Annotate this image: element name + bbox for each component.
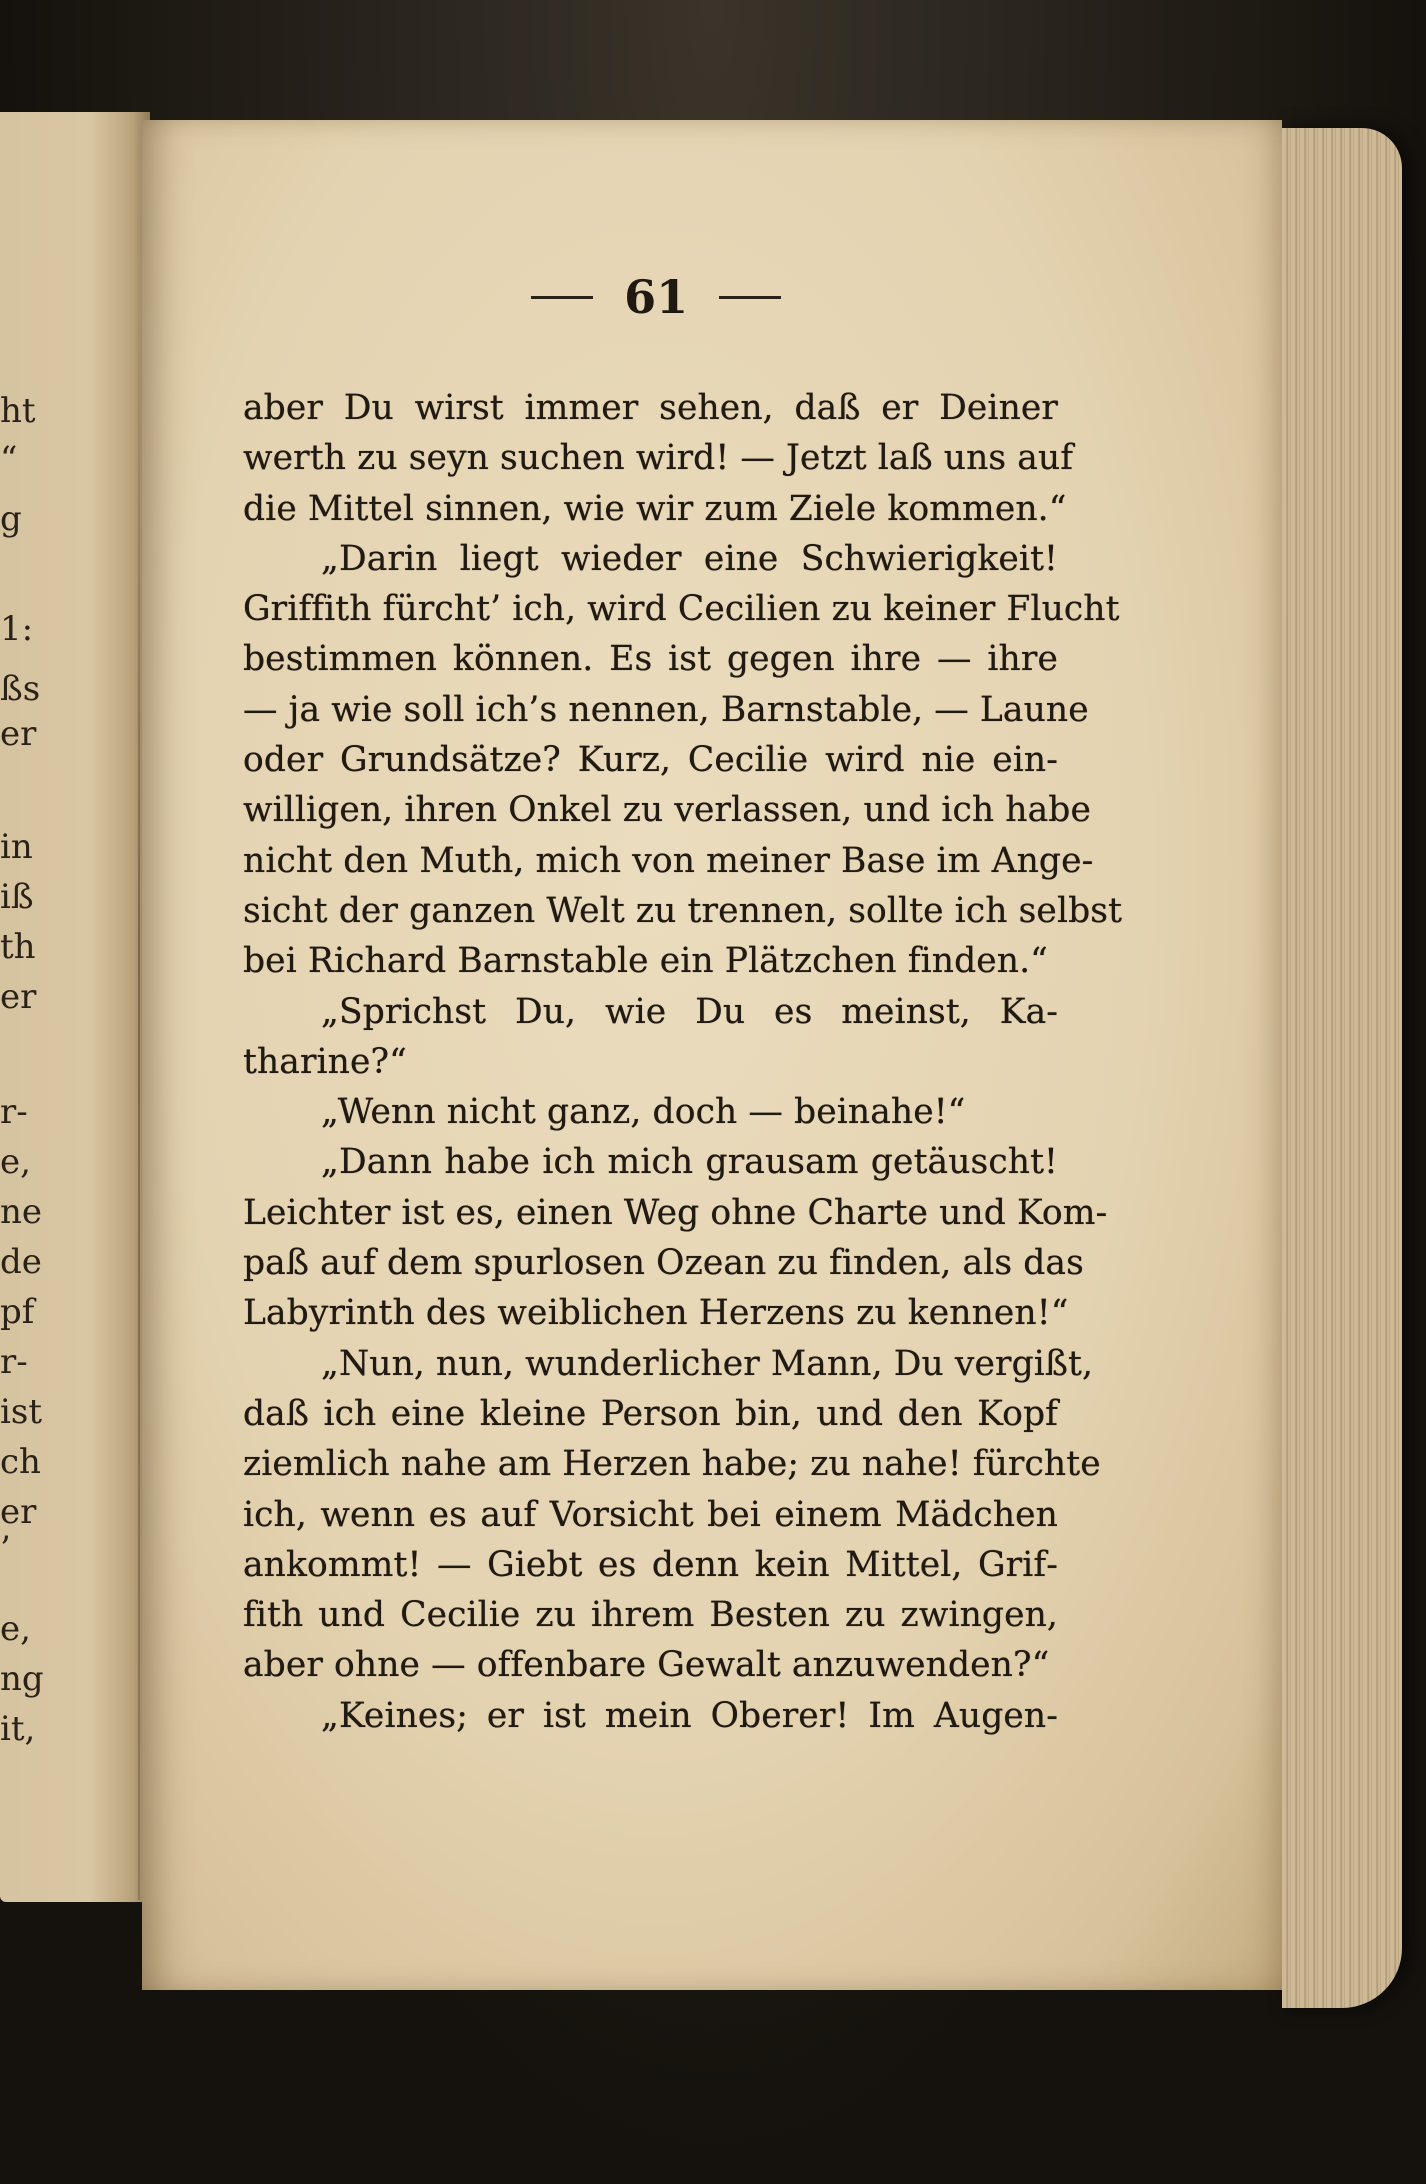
margin-fragment: ist	[0, 1392, 42, 1432]
margin-fragment: in	[0, 827, 33, 867]
margin-fragment: ht	[0, 391, 36, 431]
text-line: werth zu seyn suchen wird! — Jetzt laß uns auf	[243, 438, 1074, 479]
margin-fragment: th	[0, 927, 36, 967]
header-dash-left	[531, 296, 593, 299]
text-line: „Sprichst Du, wie Du es meinst, Ka‑	[321, 991, 1058, 1032]
text-line: nicht den Muth, mich von meiner Base im Ange‑	[243, 840, 1094, 881]
margin-fragment: iß	[0, 877, 34, 917]
margin-fragment: r‑	[0, 1342, 28, 1382]
margin-fragment: it,	[0, 1709, 36, 1749]
text-line: oder Grundsätze? Kurz, Cecilie wird nie ein‑	[243, 740, 1058, 781]
text-line: „Wenn nicht ganz, doch — beinahe!“	[321, 1092, 966, 1133]
margin-fragment: ßs	[0, 669, 41, 709]
margin-fragment: er	[0, 977, 37, 1017]
margin-fragment: 1:	[0, 609, 34, 649]
text-line: ankommt! — Giebt es denn kein Mittel, Grif‑	[243, 1544, 1058, 1585]
text-line: paß auf dem spurlosen Ozean zu finden, als das	[243, 1243, 1084, 1284]
text-line: tharine?“	[243, 1041, 407, 1082]
text-line: willigen, ihren Onkel zu verlassen, und ich habe	[243, 790, 1091, 831]
margin-fragment: ng	[0, 1659, 44, 1699]
margin-fragment: e,	[0, 1609, 31, 1649]
text-line: bestimmen können. Es ist gegen ihre — ihre	[243, 639, 1058, 680]
text-line: die Mittel sinnen, wie wir zum Ziele kommen.“	[243, 488, 1067, 529]
text-line: „Nun, nun, wunderlicher Mann, Du vergißt,	[321, 1343, 1094, 1384]
text-line: fith und Cecilie zu ihrem Besten zu zwingen,	[243, 1595, 1058, 1636]
text-line: aber Du wirst immer sehen, daß er Deiner	[243, 388, 1058, 428]
margin-fragment: pf	[0, 1292, 35, 1332]
text-line: Labyrinth des weiblichen Herzens zu kennen!“	[243, 1293, 1069, 1334]
margin-fragment: de	[0, 1242, 42, 1282]
text-line: bei Richard Barnstable ein Plätzchen finden.“	[243, 941, 1048, 982]
text-line: Leichter ist es, einen Weg ohne Charte und Kom‑	[243, 1192, 1108, 1233]
previous-page-edge	[0, 112, 150, 1902]
margin-fragment: e,	[0, 1142, 31, 1182]
page-number: 61	[624, 270, 689, 324]
margin-fragment: “	[0, 439, 18, 479]
text-line: sicht der ganzen Welt zu trennen, sollte ich selbst	[243, 890, 1123, 931]
text-line: „Dann habe ich mich grausam getäuscht!	[321, 1142, 1058, 1183]
text-line: „Keines; er ist mein Oberer! Im Augen‑	[321, 1695, 1058, 1736]
page-block-edges	[1282, 128, 1402, 2008]
margin-fragment: er	[0, 1492, 37, 1532]
margin-fragment: ’	[0, 1529, 11, 1569]
body-text	[243, 383, 1123, 1741]
margin-fragment: g	[0, 499, 22, 539]
margin-fragment: ch	[0, 1442, 41, 1482]
margin-fragment: ne	[0, 1192, 43, 1232]
gutter-shadow	[138, 300, 140, 1900]
text-line: daß ich eine kleine Person bin, und den Kopf	[243, 1393, 1058, 1434]
text-line: ziemlich nahe am Herzen habe; zu nahe! fürchte	[243, 1444, 1101, 1485]
margin-fragment: r‑	[0, 1092, 28, 1132]
text-line: aber ohne — offenbare Gewalt anzuwenden?“	[243, 1645, 1050, 1686]
text-line: — ja wie soll ich’s nennen, Barnstable, — Laune	[243, 689, 1089, 730]
header-dash-right	[719, 296, 781, 299]
text-line: Griffith fürcht’ ich, wird Cecilien zu keiner Flucht	[243, 589, 1120, 630]
text-line: „Darin liegt wieder eine Schwierigkeit!	[321, 538, 1058, 579]
text-line: ich, wenn es auf Vorsicht bei einem Mädchen	[243, 1494, 1058, 1535]
margin-fragment: er	[0, 714, 37, 754]
